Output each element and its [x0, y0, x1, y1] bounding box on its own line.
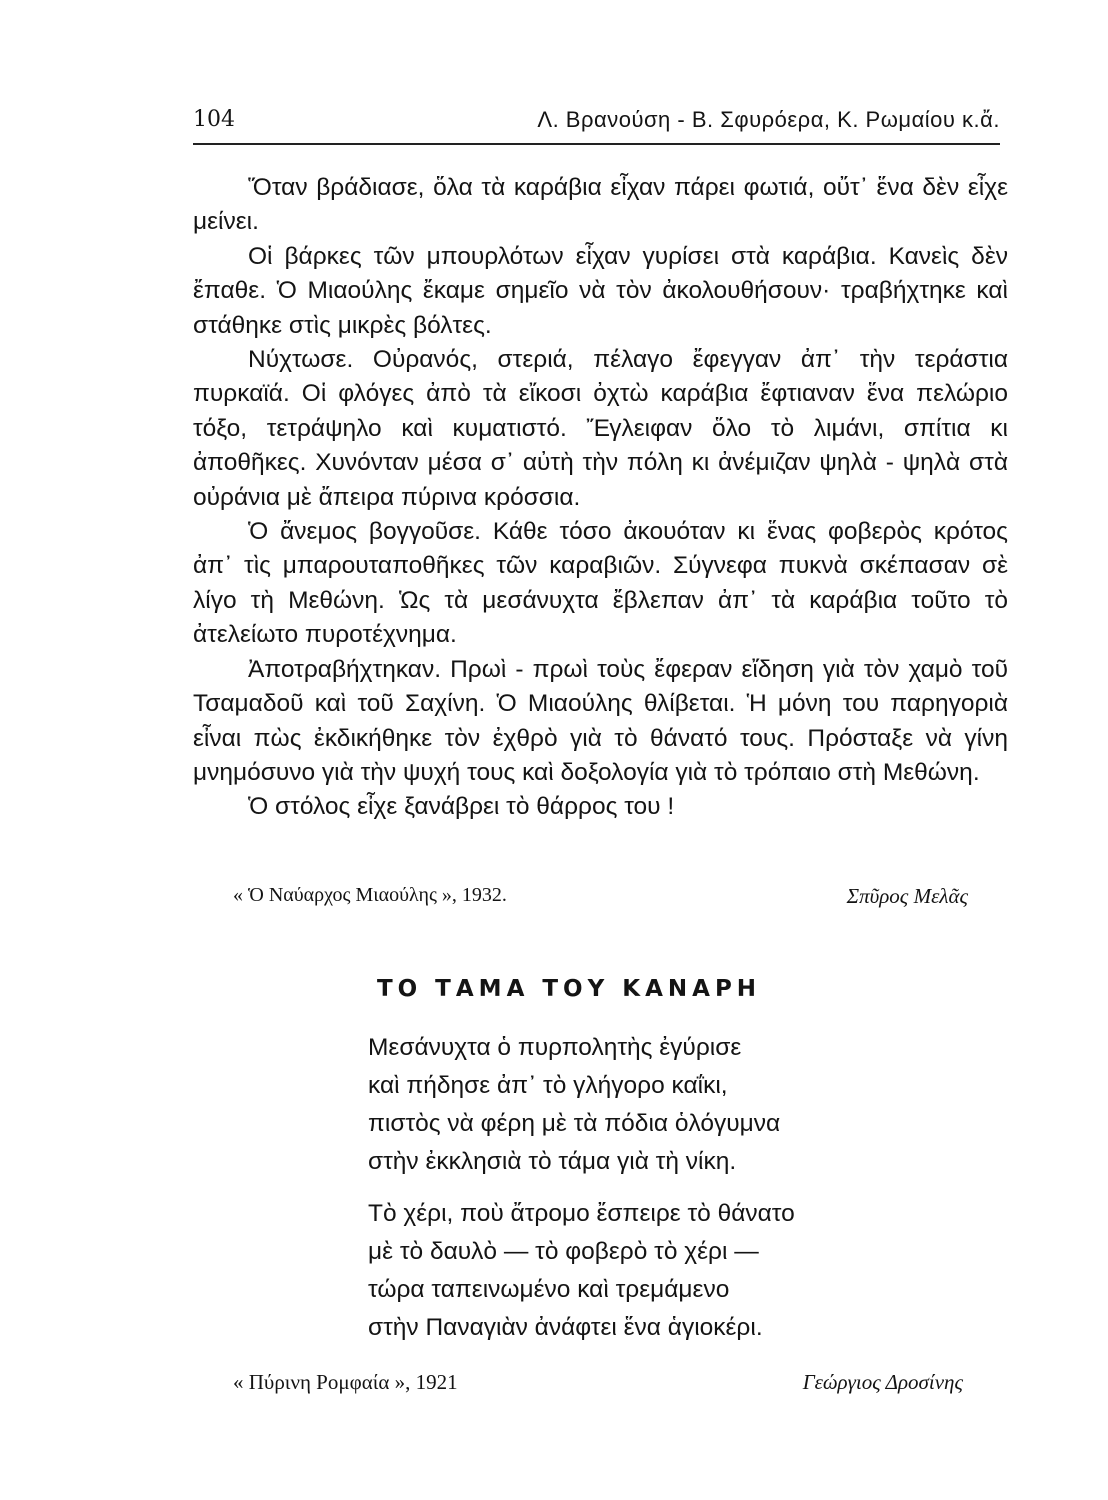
prose-source: « Ὁ Ναύαρχος Μιαούλης », 1932. [233, 884, 507, 906]
paragraph: Ὁ στόλος εἶχε ξανάβρει τὸ θάρρος του ! [248, 793, 675, 821]
header-rule [193, 143, 1000, 145]
page-header [193, 103, 1000, 143]
poem-line: μὲ τὸ δαυλὸ — τὸ φοβερὸ τὸ χέρι — [368, 1238, 759, 1265]
poem-line: στὴν Παναγιὰν ἀνάφτει ἕνα ἁγιοκέρι. [368, 1314, 763, 1341]
prose-author: Σπῦρος Μελᾶς [846, 884, 968, 908]
paragraph: Ἀποτραβήχτηκαν. Πρωὶ - πρωὶ τοὺς ἔφεραν εἴδηση γιὰ τὸν χαμὸ τοῦ Τσαμαδοῦ καὶ τοῦ Σαχίνη. Ὁ Μιαούλης θλίβεται. Ἡ μόνη του παρηγοριὰ εἶναι πὼς ἐκδικήθηκε τὸν ἐχθρὸ γιὰ τὸ θάνατό τους. Πρόσταξε νὰ γίνη μνημόσυνο γιὰ τὴν ψυχή τους καὶ δοξολογία γιὰ τὸ τρόπαιο στὴ Μεθώνη. [193, 655, 1008, 786]
page-number: 104 [193, 107, 235, 132]
poem-line: Μεσάνυχτα ὁ πυρπολητὴς ἐγύρισε [368, 1034, 742, 1061]
poem-title: ΤΟ ΤΑΜΑ ΤΟΥ ΚΑΝΑΡΗ [376, 976, 762, 1002]
poem-stanza [368, 1195, 795, 1347]
poem-line: καὶ πήδησε ἀπ᾽ τὸ γλήγορο καΐκι, [368, 1072, 728, 1099]
poem-source: « Πύρινη Ρομφαία », 1921 [233, 1370, 458, 1394]
poem-author: Γεώργιος Δροσίνης [802, 1370, 963, 1394]
poem-stanza [368, 1029, 780, 1181]
poem-line: πιστὸς νὰ φέρη μὲ τὰ πόδια ὁλόγυμνα [368, 1110, 781, 1137]
running-head: Λ. Βρανούση - Β. Σφυρόερα, Κ. Ρωμαίου κ.ἄ. [537, 107, 1000, 132]
prose-excerpt [193, 171, 1008, 825]
paragraph: Νύχτωσε. Οὐρανός, στεριά, πέλαγο ἔφεγγαν ἀπ᾽ τὴν τεράστια πυρκαϊά. Οἱ φλόγες ἀπὸ τὰ εἴκοσι ὀχτὼ καράβια ἔφτιαναν ἕνα πελώριο τόξο, τετράψηλο καὶ κυματιστό. Ἔγλειφαν ὅλο τὸ λιμάνι, σπίτια κι ἀποθῆκες. Χυνόνταν μέσα σ᾽ αὐτὴ τὴν πόλη κι ἀνέμιζαν ψηλὰ - ψηλὰ στὰ οὐράνια μὲ ἄπειρα πύρινα κρόσσια. [193, 346, 1008, 511]
paragraph: Ὁ ἄνεμος βογγοῦσε. Κάθε τόσο ἀκουόταν κι ἕνας φοβερὸς κρότος ἀπ᾽ τὶς μπαρουταποθῆκες τῶν καραβιῶν. Σύγνεφα πυκνὰ σκέπασαν σὲ λίγο τὴ Μεθώνη. Ὡς τὰ μεσάνυχτα ἔβλεπαν ἀπ᾽ τὰ καράβια τοῦτο τὸ ἀτελείωτο πυροτέχνημα. [193, 518, 1008, 649]
poem-line: Τὸ χέρι, ποὺ ἄτρομο ἔσπειρε τὸ θάνατο [368, 1200, 795, 1227]
paragraph: Ὅταν βράδιασε, ὅλα τὰ καράβια εἶχαν πάρει φωτιά, οὔτ᾽ ἕνα δὲν εἶχε μείνει. [193, 174, 1008, 236]
paragraph: Οἱ βάρκες τῶν μπουρλότων εἶχαν γυρίσει στὰ καράβια. Κανεὶς δὲν ἔπαθε. Ὁ Μιαούλης ἔκαμε σημεῖο νὰ τὸν ἀκολουθήσουν· τραβήχτηκε καὶ στάθηκε στὶς μικρὲς βόλτες. [193, 242, 1008, 339]
poem-line: τώρα ταπεινωμένο καὶ τρεμάμενο [368, 1276, 730, 1303]
poem-line: στὴν ἐκκλησιὰ τὸ τάμα γιὰ τὴ νίκη. [368, 1148, 737, 1175]
